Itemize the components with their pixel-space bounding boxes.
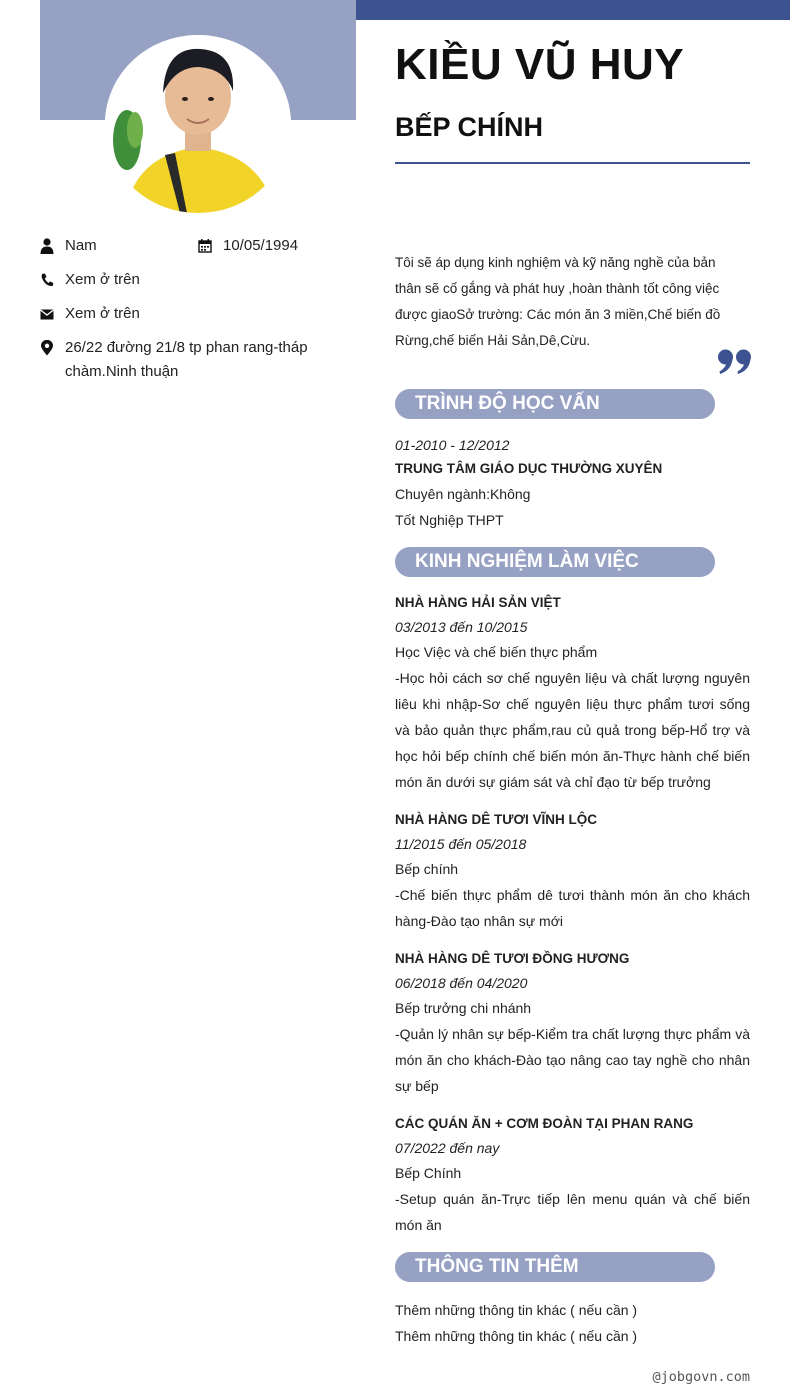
experience-item [395,947,750,1099]
experience-role: Bếp trưởng chi nhánh [395,1000,532,1016]
birthday-value: 10/05/1994 [223,237,299,254]
experience-item [395,591,750,795]
calendar-icon [198,238,212,254]
avatar-portrait [105,35,291,213]
footer-watermark: @jobgovn.com [652,1369,750,1385]
experience-description: -Học hỏi cách sơ chế nguyên liệu và chất lượng nguyên liêu khi nhập-Sơ chế nguyên liệu thực phẩm tươi sống và bảo quản thực phẩm,rau củ quả trong bếp-Hổ trợ và học hỏi bếp chính chế biến món ăn-Thực hành chế biến món ăn dưới sự giám sát và chỉ đạo từ bếp trưởng [395,670,750,790]
experience-item [395,1112,750,1238]
education-major: Chuyên ngành:Không [395,486,531,502]
job-title: BẾP CHÍNH [395,112,544,142]
quote-icon [717,348,753,376]
additional-info-line: Thêm những thông tin khác ( nếu cần ) [395,1302,638,1318]
experience-role: Bếp Chính [395,1165,462,1181]
experience-heading: KINH NGHIỆM LÀM VIỆC [395,547,715,577]
candidate-name: KIỀU VŨ HUY [395,40,685,89]
envelope-icon [40,306,54,322]
additional-info-heading: THÔNG TIN THÊM [395,1252,715,1282]
top-accent-bar [356,0,790,20]
email-value: Xem ở trên [65,305,140,322]
additional-info-line: Thêm những thông tin khác ( nếu cần ) [395,1328,638,1344]
title-divider [395,162,750,164]
experience-description: -Quản lý nhân sự bếp-Kiểm tra chất lượng thực phẩm và món ăn cho khách-Đào tạo nâng cao tay nghề cho nhân sự bếp [395,1026,750,1094]
additional-info [395,1297,750,1349]
experience-date: 07/2022 đến nay [395,1140,500,1156]
experience-date: 11/2015 đến 05/2018 [395,836,527,852]
experience-date: 03/2013 đến 10/2015 [395,619,528,635]
user-icon [40,238,54,254]
address-value: 26/22 đường 21/8 tp phan rang-tháp chàm.Ninh thuận [65,339,308,380]
experience-company: CÁC QUÁN ĂN + CƠM ĐOÀN TẠI PHAN RANG [395,1116,694,1131]
map-pin-icon [40,340,54,356]
experience-company: NHÀ HÀNG DÊ TƯƠI ĐỒNG HƯƠNG [395,951,630,966]
experience-role: Bếp chính [395,861,459,877]
phone-value: Xem ở trên [65,271,140,288]
gender-value: Nam [65,237,97,254]
education-school: TRUNG TÂM GIÁO DỤC THƯỜNG XUYÊN [395,461,663,476]
education-date: 01-2010 - 12/2012 [395,437,510,453]
experience-company: NHÀ HÀNG HẢI SẢN VIỆT [395,595,561,610]
experience-description: -Chế biến thực phẩm dê tươi thành món ăn cho khách hàng-Đào tạo nhân sự mới [395,887,750,929]
education-heading: TRÌNH ĐỘ HỌC VẤN [395,389,715,419]
experience-description: -Setup quán ăn-Trực tiếp lên menu quán và chế biến món ăn [395,1191,750,1233]
career-objective: Tôi sẽ áp dụng kinh nghiệm và kỹ năng nghề của bản thân sẽ cố gắng và phát huy ,hoàn thành tốt công việc được giaoSở trường: Các món ăn 3 miền,Chế biến đồ Rừng,chế biến Hải Sản,Dê,Cừu. [395,255,721,348]
experience-date: 06/2018 đến 04/2020 [395,975,528,991]
avatar [105,35,291,213]
experience-company: NHÀ HÀNG DÊ TƯƠI VĨNH LỘC [395,812,597,827]
phone-icon [40,272,54,288]
education-item [395,433,750,533]
experience-role: Học Việc và chế biến thực phẩm [395,644,598,660]
education-result: Tốt Nghiệp THPT [395,512,504,528]
experience-item [395,808,750,934]
